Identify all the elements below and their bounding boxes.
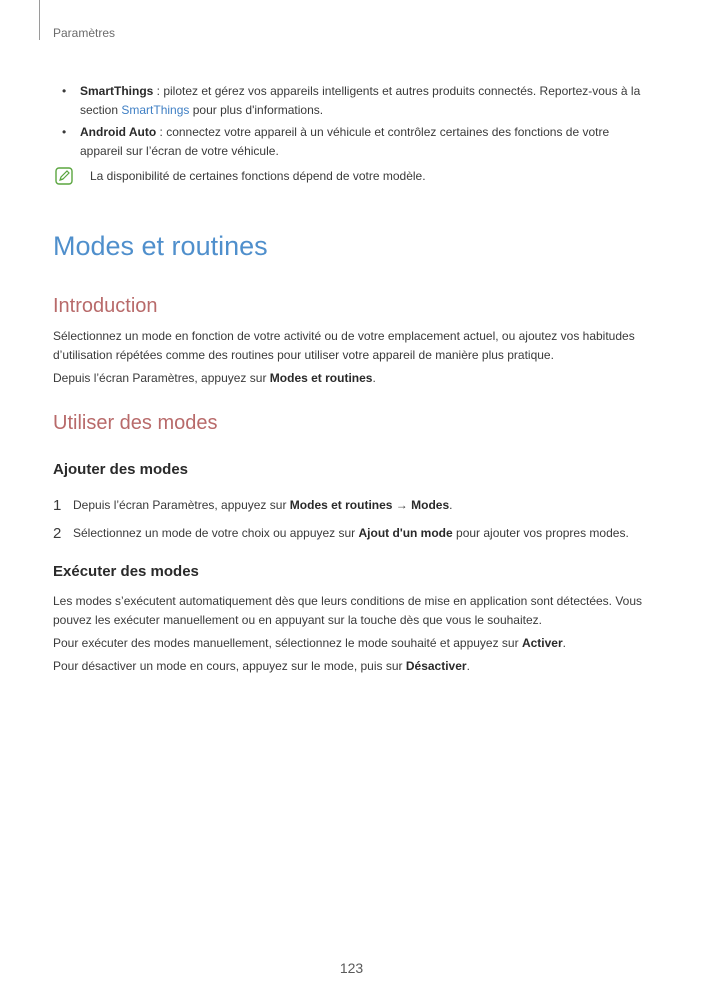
run-paragraph: Les modes s’exécutent automatiquement dès que leurs conditions de mise en application sont détectées. Vous pouvez les exécuter manuellement ou en appuyant sur la touche dès que vous le souhaitez.: [53, 594, 643, 627]
bullet-text: : connectez votre appareil à un véhicule et contrôlez certaines des fonctions de votre appareil sur l’écran de votre véhicule.: [80, 125, 610, 158]
subheading-run-modes: Exécuter des modes: [53, 563, 199, 580]
step-text: Depuis l’écran Paramètres, appuyez sur Modes et routines → Modes.: [73, 498, 453, 512]
step-number: 2: [53, 525, 62, 542]
bullet-dot: •: [62, 84, 67, 98]
step-text: Sélectionnez un mode de votre choix ou appuyez sur Ajout d'un mode pour ajouter vos propres modes.: [73, 526, 629, 540]
bullet-dot: •: [62, 125, 67, 139]
section-heading-modes: Utiliser des modes: [53, 412, 218, 434]
run-manual-instruction: Pour exécuter des modes manuellement, sélectionnez le mode souhaité et appuyez sur Activer.: [53, 636, 566, 650]
smartthings-link[interactable]: SmartThings: [121, 103, 190, 117]
list-item: [62, 123, 652, 161]
chapter-title: Modes et routines: [53, 231, 268, 261]
note: [55, 167, 426, 186]
bullet-text: pour plus d'informations.: [189, 103, 324, 117]
step-2: [53, 524, 629, 543]
run-deactivate-instruction: Pour désactiver un mode en cours, appuyez sur le mode, puis sur Désactiver.: [53, 659, 470, 673]
bullet-text: : pilotez et gérez vos appareils intelligents et autres produits connectés. Reportez-vous à la section: [80, 84, 641, 117]
header-rule: [39, 0, 40, 40]
note-text: La disponibilité de certaines fonctions dépend de votre modèle.: [90, 169, 426, 183]
bullet-list: [62, 82, 652, 164]
bullet-term: Android Auto: [80, 125, 157, 139]
running-head: Paramètres: [53, 26, 116, 40]
note-pencil-icon: [55, 167, 73, 185]
bullet-term: SmartThings: [80, 84, 154, 98]
step-1: [53, 496, 453, 515]
list-item: [62, 82, 652, 120]
intro-instruction: Depuis l’écran Paramètres, appuyez sur Modes et routines.: [53, 371, 376, 385]
intro-paragraph: Sélectionnez un mode en fonction de votre activité ou de votre emplacement actuel, ou ajoutez vos habitudes d’utilisation répétées comme des routines pour utiliser votre appareil de manière plus pratique.: [53, 329, 635, 362]
subheading-add-modes: Ajouter des modes: [53, 461, 189, 478]
section-heading-introduction: Introduction: [53, 295, 158, 317]
page-number: 123: [339, 960, 364, 976]
step-number: 1: [53, 497, 62, 514]
